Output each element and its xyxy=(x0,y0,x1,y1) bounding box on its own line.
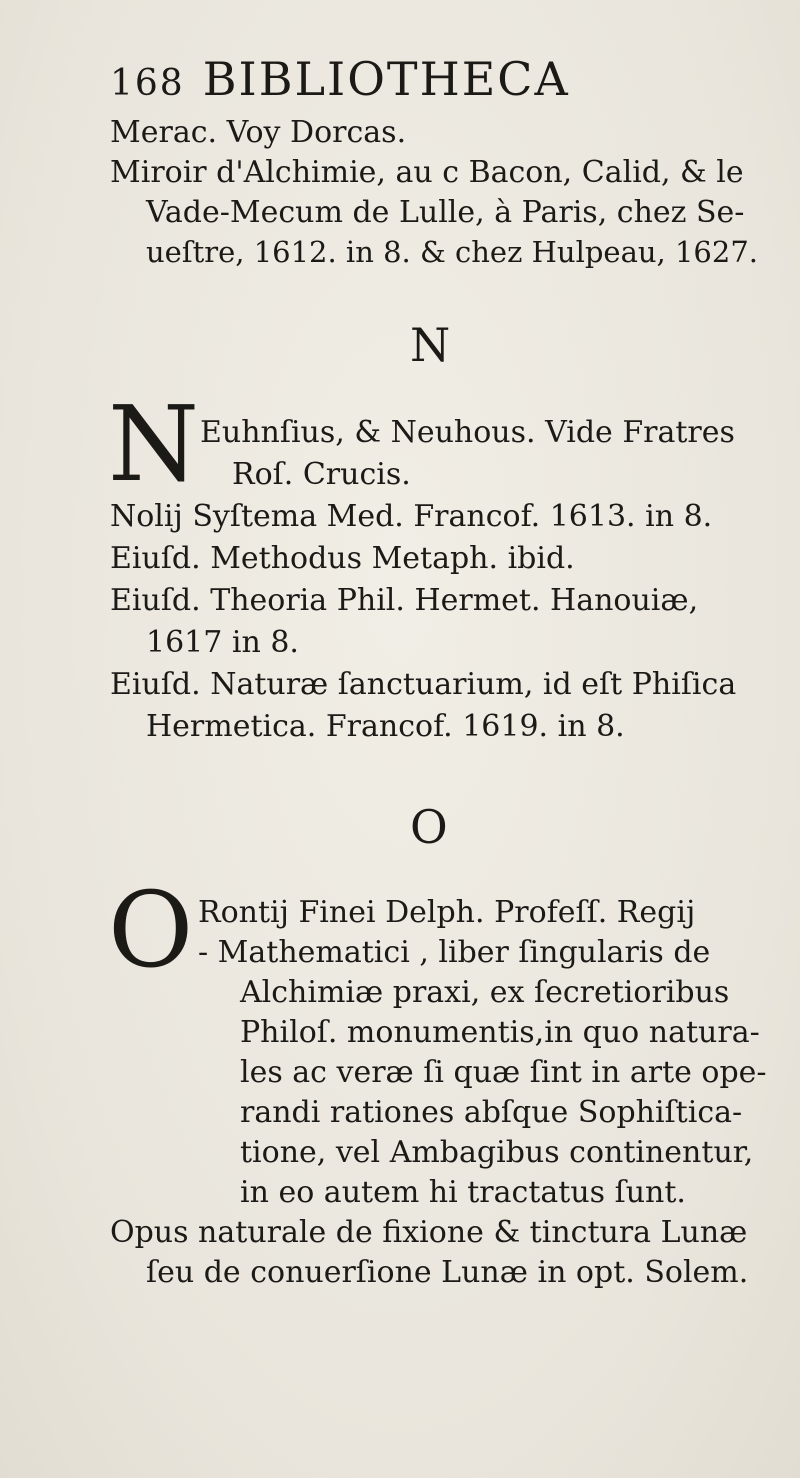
running-title: BIBLIOTHECA xyxy=(202,52,570,106)
drop-cap-o: O xyxy=(108,869,194,991)
section-heading-n: N xyxy=(410,318,451,372)
entry-line: ueſtre, 1612. in 8. & chez Hulpeau, 1627. xyxy=(146,235,758,269)
entry-line: Alchimiæ praxi, ex ſecretioribus xyxy=(240,975,730,1010)
entry-line: in eo autem hi tractatus ſunt. xyxy=(240,1175,686,1210)
entry-line: Merac. Voy Dorcas. xyxy=(110,115,407,150)
section-heading-o: O xyxy=(410,800,448,854)
entry-line: Hermetica. Francof. 1619. in 8. xyxy=(146,709,625,744)
entry-line: ſeu de conuerſione Lunæ in opt. Solem. xyxy=(146,1255,749,1290)
entry-line: 1617 in 8. xyxy=(146,625,299,660)
entry-line: les ac veræ ſi quæ ſint in arte ope- xyxy=(240,1055,767,1090)
entry-line: Philoſ. monumentis,in quo natura- xyxy=(240,1015,760,1050)
entry-line: Rontij Finei Delph. Profeſſ. Regij xyxy=(198,895,696,930)
entry-line: Nolij Syſtema Med. Francof. 1613. in 8. xyxy=(110,499,713,534)
entry-line: Eiuſd. Naturæ ſanctuarium, id eſt Phiſica xyxy=(110,667,737,702)
entry-line: - Mathematici , liber ſingularis de xyxy=(198,935,711,970)
entry-line: Euhnſius, & Neuhous. Vide Fratres xyxy=(200,415,735,450)
page-header xyxy=(110,52,570,106)
entry-line: tione, vel Ambagibus continentur, xyxy=(240,1135,754,1170)
entry-line: Miroir d'Alchimie, au c Bacon, Calid, & le xyxy=(110,155,744,190)
drop-cap-n: N xyxy=(108,383,199,505)
entry-line: Vade-Mecum de Lulle, à Paris, chez Se- xyxy=(146,195,745,230)
entry-line: Eiuſd. Theoria Phil. Hermet. Hanouiæ, xyxy=(110,583,699,618)
entry-line: randi rationes abſque Sophiſtica- xyxy=(240,1095,743,1130)
entry-line: Eiuſd. Methodus Metaph. ibid. xyxy=(110,541,575,576)
entry-line: Roſ. Crucis. xyxy=(232,457,411,492)
page-number: 168 xyxy=(110,63,185,104)
entry-line: Opus naturale de fixione & tinctura Lunæ xyxy=(110,1215,748,1250)
